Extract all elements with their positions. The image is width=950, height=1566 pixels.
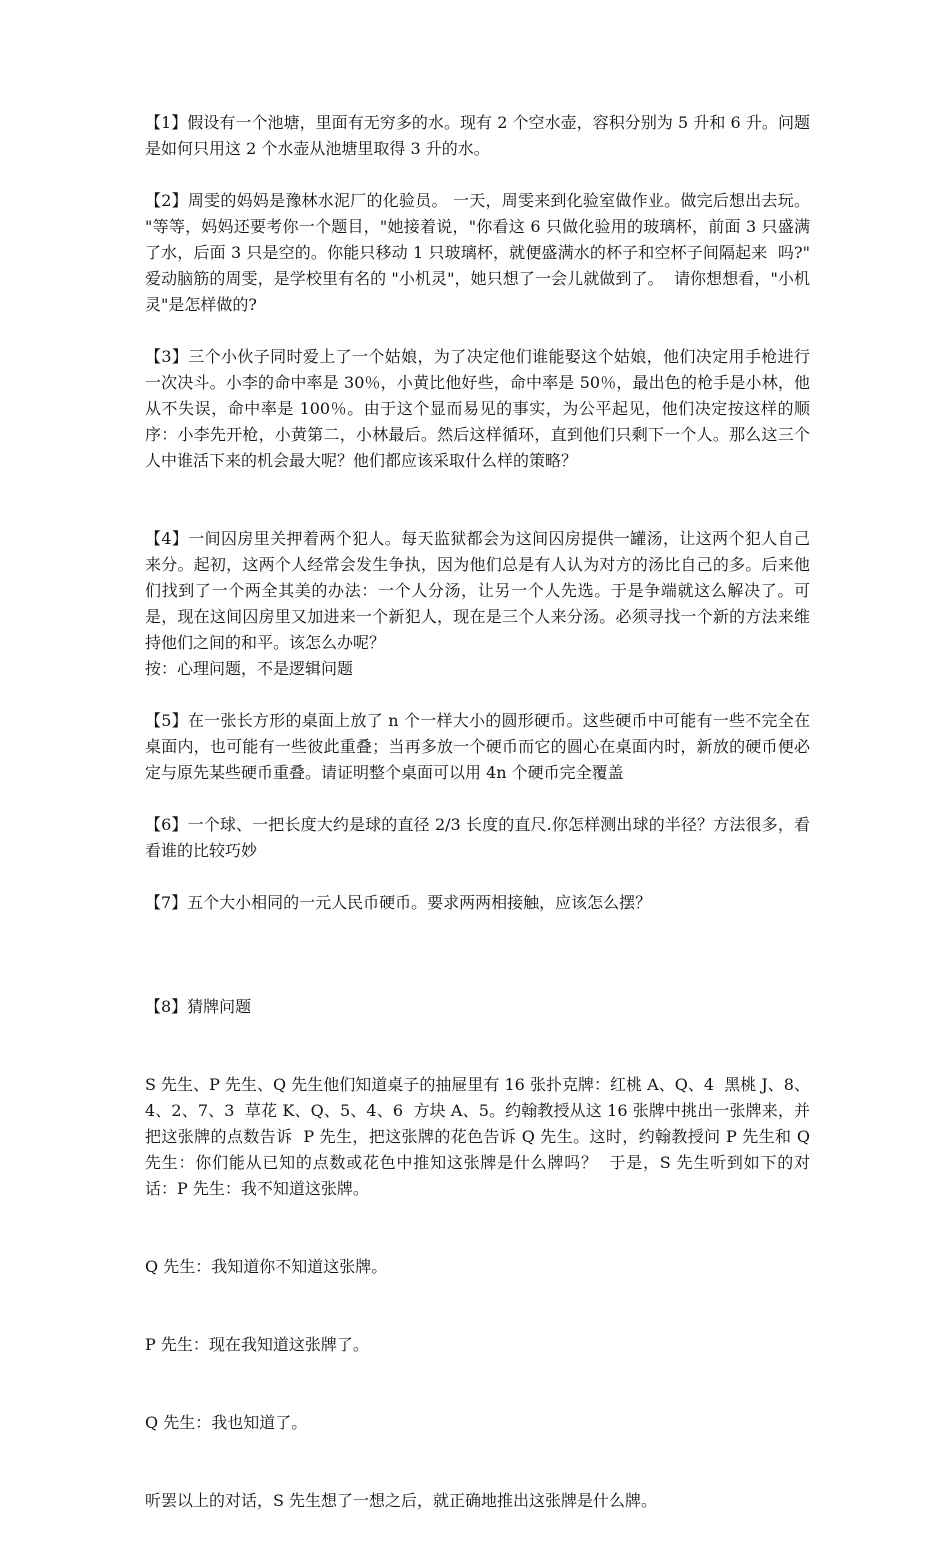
problem-2: 【2】周雯的妈妈是豫林水泥厂的化验员。 一天，周雯来到化验室做作业。做完后想出去玩。 "等等，妈妈还要考你一个题目，"她接着说，"你看这 6 只做化验用的玻璃杯，前面 3 只盛满了水，后面 3 只是空的。你能只移动 1 只玻璃杯，就便盛满水的杯子和空杯子间隔起来 吗?" 爱动脑筋的周雯，是学校里有名的 "小机灵"，她只想了一会儿就做到了。 请你想想看，"小机灵"是怎样做的?	[145, 191, 816, 314]
document-page	[145, 110, 821, 1566]
problem-4: 【4】一间囚房里关押着两个犯人。每天监狱都会为这间囚房提供一罐汤，让这两个犯人自己来分。起初，这两个人经常会发生争执，因为他们总是有人认为对方的汤比自己的多。后来他们找到了一个两全其美的办法：一个人分汤，让另一个人先选。于是争端就这么解决了。可是，现在这间囚房里又加进来一个新犯人，现在是三个人来分汤。必须寻找一个新的方法来维持他们之间的和平。该怎么办呢？	[145, 529, 810, 652]
dialogue-line: Q 先生：我知道你不知道这张牌。	[145, 1257, 388, 1276]
problem-7: 【7】五个大小相同的一元人民币硬币。要求两两相接触，应该怎么摆？	[145, 893, 652, 912]
problem-1: 【1】假设有一个池塘，里面有无穷多的水。现有 2 个空水壶，容积分别为 5 升和 6 升。问题是如何只用这 2 个水壶从池塘里取得 3 升的水。	[145, 113, 810, 158]
dialogue-line: 听罢以上的对话，S 先生想了一想之后，就正确地推出这张牌是什么牌。	[145, 1491, 658, 1510]
dialogue-line: Q 先生：我也知道了。	[145, 1413, 308, 1432]
problem-8-text: S 先生、P 先生、Q 先生他们知道桌子的抽屉里有 16 张扑克牌：红桃 A、Q、4 黑桃 J、8、4、2、7、3 草花 K、Q、5、4、6 方块 A、5。约翰教授从这 16 张牌中挑出一张牌来，并把这张牌的点数告诉 P 先生，把这张牌的花色告诉 Q 先生。这时，约翰教授问 P 先生和 Q 先生：你们能从已知的点数或花色中推知这张牌是什么牌吗？ 于是，S 先生听到如下的对话：P 先生：我不知道这张牌。	[145, 1075, 821, 1198]
problem-8-title: 【8】猜牌问题	[145, 997, 252, 1016]
problem-5: 【5】在一张长方形的桌面上放了 n 个一样大小的圆形硬币。这些硬币中可能有一些不完全在桌面内，也可能有一些彼此重叠；当再多放一个硬币而它的圆心在桌面内时，新放的硬币便必定与原先某些硬币重叠。请证明整个桌面可以用 4n 个硬币完全覆盖	[145, 711, 810, 782]
dialogue-line: P 先生：现在我知道这张牌了。	[145, 1335, 369, 1354]
problem-3: 【3】三个小伙子同时爱上了一个姑娘，为了决定他们谁能娶这个姑娘，他们决定用手枪进行一次决斗。小李的命中率是 30％，小黄比他好些，命中率是 50％，最出色的枪手是小林，他从不失误，命中率是 100％。由于这个显而易见的事实，为公平起见，他们决定按这样的顺序：小李先开枪，小黄第二，小林最后。然后这样循环，直到他们只剩下一个人。那么这三个人中谁活下来的机会最大呢？他们都应该采取什么样的策略？	[145, 347, 810, 470]
spacer	[145, 500, 810, 526]
problem-8	[145, 942, 821, 1566]
problem-4-note: 按：心理问题，不是逻辑问题	[145, 659, 354, 678]
problem-6: 【6】一个球、一把长度大约是球的直径 2/3 长度的直尺.你怎样测出球的半径？方法很多，看看谁的比较巧妙	[145, 815, 810, 860]
